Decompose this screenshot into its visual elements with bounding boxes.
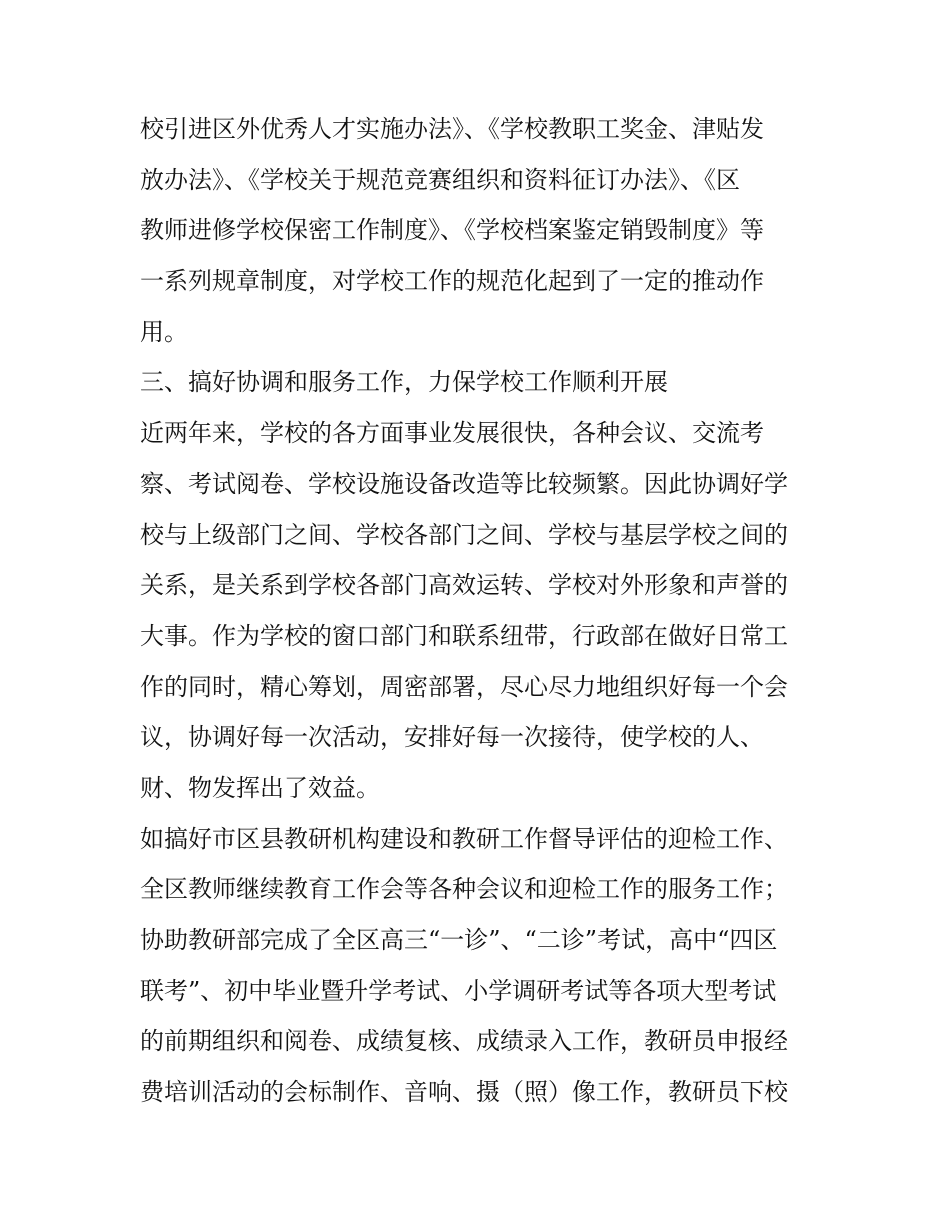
section-heading: 三、搞好协调和服务工作，力保学校工作顺利开展	[140, 368, 668, 397]
text-line: 大事。作为学校的窗口部门和联系纽带，行政部在做好日常工	[140, 621, 788, 650]
text-line: 察、考试阅卷、学校设施设备改造等比较频繁。因此协调好学	[140, 469, 788, 498]
text-line: 全区教师继续教育工作会等各种会议和迎检工作的服务工作；	[140, 875, 788, 904]
text-line: 一系列规章制度，对学校工作的规范化起到了一定的推动作	[140, 267, 764, 296]
text-line: 放办法》、《学校关于规范竞赛组织和资料征订办法》、《区	[140, 165, 740, 194]
text-line: 联考”、初中毕业暨升学考试、小学调研考试等各项大型考试	[140, 976, 777, 1005]
text-line: 的前期组织和阅卷、成绩复核、成绩录入工作，教研员申报经	[140, 1027, 788, 1056]
text-line: 费培训活动的会标制作、音响、摄（照）像工作，教研员下校	[140, 1078, 788, 1107]
text-line: 校与上级部门之间、学校各部门之间、学校与基层学校之间的	[140, 520, 788, 549]
text-line: 校引进区外优秀人才实施办法》、《学校教职工奖金、津贴发	[140, 115, 764, 143]
text-line: 关系，是关系到学校各部门高效运转、学校对外形象和声誉的	[140, 571, 788, 600]
body-text	[140, 104, 820, 1118]
text-line: 作的同时，精心筹划，周密部署，尽心尽力地组织好每一个会	[140, 672, 788, 701]
text-line: 财、物发挥出了效益。	[140, 773, 380, 802]
text-line: 教师进修学校保密工作制度》、《学校档案鉴定销毁制度》等	[140, 216, 764, 245]
text-line: 如搞好市区县教研机构建设和教研工作督导评估的迎检工作、	[140, 824, 788, 853]
text-line: 协助教研部完成了全区高三“一诊”、“二诊”考试，高中“四区	[140, 926, 778, 954]
text-line: 用。	[140, 317, 188, 346]
text-line: 议，协调好每一次活动，安排好每一次接待，使学校的人、	[140, 723, 764, 752]
text-line: 近两年来，学校的各方面事业发展很快，各种会议、交流考	[140, 419, 764, 448]
